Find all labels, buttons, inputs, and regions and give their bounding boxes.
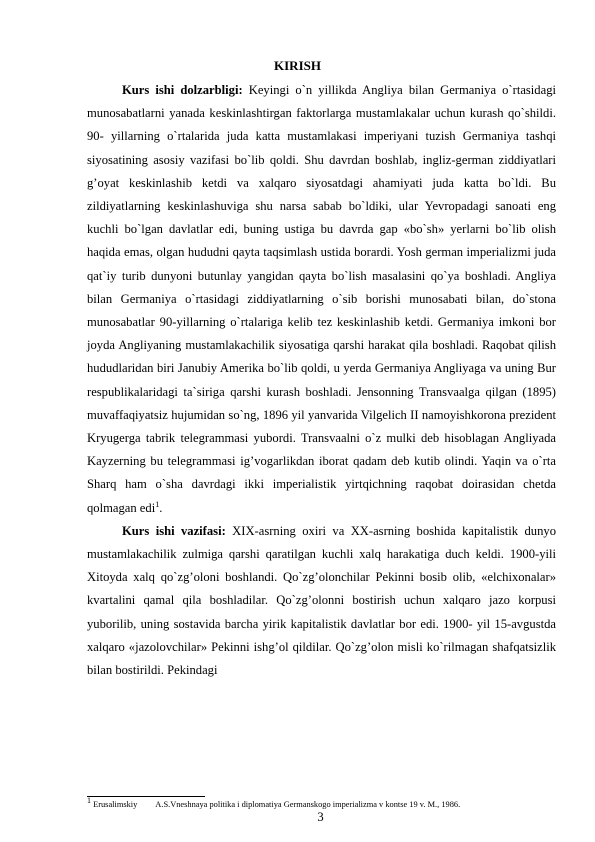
paragraph-text: XIX-asrning oxiri va XX-asrning boshida kapitalistik dunyo mustamlakachilik zulmiga qarshi qaratilgan kuchli xalq harakatiga duch keldi. 1900-yili Xitoyda xalq qo`zg’oloni boshlandi. Qo`zg’olonchilar Pekinni bosib olib, «elchixonalar» kvartalini qamal qila boshladilar. Qo`zg’olonni bostirish uchun xalqaro jazo korpusi yuborilib, uning sostavida barcha yirik kapitalistik davlatlar bor edi. 1900- yil 15-avgustda xalqaro «jazolovchilar» Pekinni ishg’ol qildilar. Qo`zg’olon misli ko`rilmagan shafqatsizlik bilan bostirildi. Pekindagi [87, 523, 556, 678]
paragraph-relevance [87, 79, 556, 520]
paragraph-tail: . [159, 500, 163, 515]
page-number: 3 [317, 810, 324, 824]
body-text [87, 79, 556, 682]
footnote-divider [87, 796, 205, 797]
paragraph-lead: Kurs ishi vazifasi: [122, 523, 226, 538]
section-heading: KIRISH [274, 58, 321, 73]
footnote-reference[interactable]: 1 [155, 499, 160, 509]
footnote-title: A.S.Vneshnaya politika i diplomatiya Germanskogo imperializma v kontse 19 v. M., 1986. [155, 800, 461, 809]
footnote [87, 796, 556, 810]
paragraph-objective [87, 520, 556, 682]
footnote-number: 1 [87, 796, 91, 806]
footnote-author: Erusalimskiy [93, 800, 138, 809]
paragraph-lead: Kurs ishi dolzarbligi: [122, 83, 243, 97]
paragraph-text: Keyingi o`n yillikda Angliya bilan Germaniya o`rtasidagi munosabatlarni yanada keskinlashtirgan faktorlarga mustamlakalar uchun kurash qo`shildi. 90- yillarning o`rtalarida juda katta mustamlakasi imperiyani tuzish Germaniya tashqi siyosatining asosiy vazifasi bo`lib qoldi. Shu davrdan boshlab, ingliz-german ziddiyatlari g’oyat keskinlashib ketdi va xalqaro siyosatdagi ahamiyati juda katta bo`ldi. Bu zildiyatlarning keskinlashuviga shu narsa sabab bo`ldiki, ular Yevropadagi sanoati eng kuchli bo`lgan davlatlar edi, buning ustiga bu davrda gap «bo`sh» yerlarni bo`lib olish haqida emas, olgan hududni qayta taqsimlash ustida borardi. Yosh german imperializmi juda qat`iy turib dunyoni butunlay yangidan qayta bo`lish masalasini qo`ya boshladi. Angliya bilan Germaniya o`rtasidagi ziddiyatlarning o`sib borishi munosabati bilan, do`stona munosabatlar 90-yillarning o`rtalariga kelib tez keskinlashib ketdi. Germaniya imkoni bor joyda Angliyaning mustamlakachilik siyosatiga qarshi harakat qila boshladi. Raqobat qilish hududlaridan biri Janubiy Amerika bo`lib qoldi, u yerda Germaniya Angliyaga va uning Bur respublikalaridagi ta`siriga qarshi kurash boshladi. Jensonning Transvaalga qilgan (1895) muvaffaqiyatsiz hujumidan so`ng, 1896 yil yanvarida Vilgelich II namoyishkorona prezident Kryugerga tabrik telegrammasi yubordi. Transvaalni o`z mulki deb hisoblagan Angliyada Kayzerning bu telegrammasi ig’vogarlikdan iborat qadam deb kutib olindi. Yaqin va o`rta Sharq ham o`sha davrdagi ikki imperialistik yirtqichning raqobat doirasidan chetda qolmagan edi [87, 83, 556, 515]
